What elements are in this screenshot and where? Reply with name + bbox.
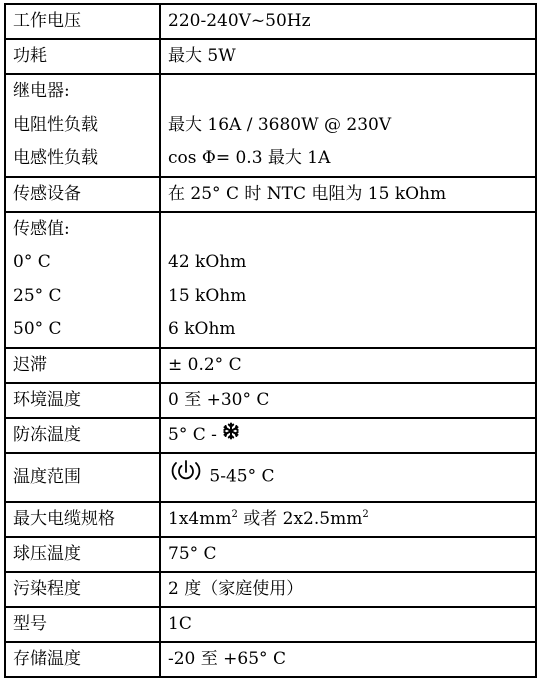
label-cell: 型号 (5, 607, 160, 642)
table-row (5, 537, 536, 572)
value-cell: 最大 5W (160, 39, 536, 74)
sub-label: 电感性负载 (13, 148, 98, 168)
label-cell: 传感设备 (5, 177, 160, 212)
value-cell: 0 至 +30° C (160, 383, 536, 418)
table-row (5, 212, 536, 348)
label-cell: 球压温度 (5, 537, 160, 572)
label-cell (5, 212, 160, 348)
value-cell: 75° C (160, 537, 536, 572)
label-cell: 防冻温度 (5, 418, 160, 453)
value-cell (160, 418, 536, 453)
table-row (5, 607, 536, 642)
superscript: 2 (362, 508, 369, 520)
group-heading: 继电器: (13, 81, 70, 101)
label-cell: 工作电压 (5, 4, 160, 39)
sub-value (168, 75, 535, 109)
snowflake-icon (222, 419, 240, 452)
sub-value: 42 kOhm (168, 252, 247, 272)
value-cell: -20 至 +65° C (160, 642, 536, 677)
value-cell (160, 212, 536, 348)
power-icon (168, 457, 204, 497)
sub-value (168, 213, 535, 247)
spec-table (4, 3, 537, 678)
value-cell (160, 453, 536, 502)
sub-label: 50° C (13, 319, 62, 339)
table-row (5, 418, 536, 453)
value-cell: ± 0.2° C (160, 348, 536, 383)
value-cell: 1C (160, 607, 536, 642)
value-cell: 2 度（家庭使用） (160, 572, 536, 607)
label-cell: 迟滞 (5, 348, 160, 383)
value-cell (160, 502, 536, 537)
table-row (5, 4, 536, 39)
group-heading: 传感值: (13, 218, 70, 239)
sub-label: 电阻性负载 (13, 114, 98, 135)
sub-label: 0° C (13, 252, 51, 272)
sub-value: 15 kOhm (168, 285, 247, 306)
value-text: 1x4mm (168, 508, 232, 529)
table-row (5, 177, 536, 212)
table-row (5, 39, 536, 74)
superscript: 2 (231, 508, 238, 520)
table-row (5, 572, 536, 607)
label-cell: 最大电缆规格 (5, 502, 160, 537)
label-cell (5, 74, 160, 177)
value-cell (160, 74, 536, 177)
sub-value: 最大 16A / 3680W @ 230V (168, 114, 392, 135)
table-row (5, 74, 536, 177)
table-row (5, 642, 536, 677)
label-cell: 温度范围 (5, 453, 160, 502)
label-cell: 功耗 (5, 39, 160, 74)
table-row (5, 453, 536, 502)
label-cell: 污染程度 (5, 572, 160, 607)
value-cell: 220-240V~50Hz (160, 4, 536, 39)
value-text: 5-45° C (209, 466, 275, 487)
label-cell: 存储温度 (5, 642, 160, 677)
value-text: 5° C - (168, 424, 223, 445)
label-cell: 环境温度 (5, 383, 160, 418)
value-text: 或者 2x2.5mm (237, 508, 363, 529)
sub-label: 25° C (13, 285, 62, 306)
sub-value: 6 kOhm (168, 319, 236, 339)
table-row (5, 383, 536, 418)
sub-value: cos Φ= 0.3 最大 1A (168, 148, 331, 168)
value-cell: 在 25° C 时 NTC 电阻为 15 kOhm (160, 177, 536, 212)
table-row (5, 348, 536, 383)
table-row (5, 502, 536, 537)
